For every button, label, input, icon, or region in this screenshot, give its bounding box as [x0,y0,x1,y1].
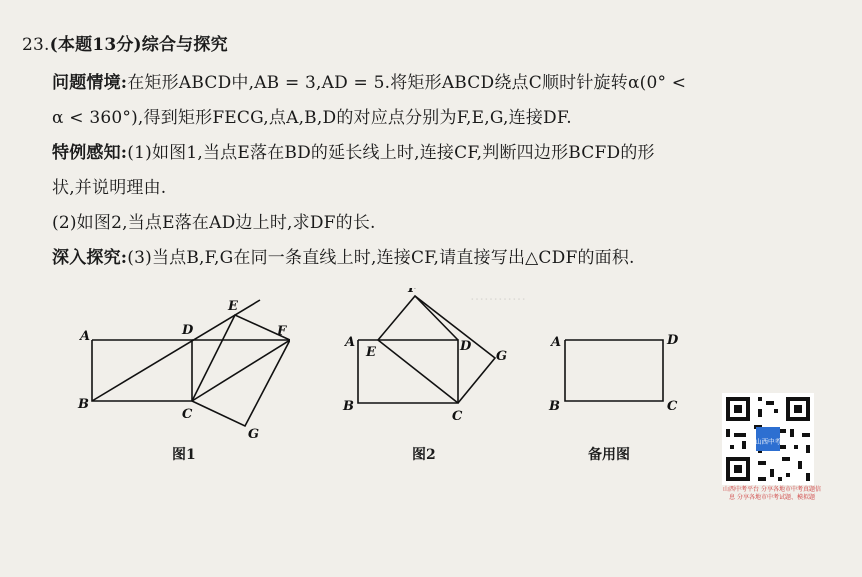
label-b: B [549,399,560,414]
label-c: C [182,407,193,422]
special-text-2: 状,并说明理由. [52,178,167,198]
label-b: B [78,397,89,412]
context-text-2: α < 360°),得到矩形FECG,点A,B,D的对应点分别为F,E,G,连接DF. [52,108,572,128]
figure-1-caption: 图1 [172,447,196,463]
figure-1-diagram [70,288,290,448]
label-f: F [408,288,418,296]
label-d: D [182,323,194,338]
deep-line [52,243,635,268]
label-g: G [248,427,260,442]
part-2-line [52,208,376,233]
label-g: G [496,349,508,364]
qr-code [722,393,814,485]
special-label: 特例感知: [52,143,128,163]
figure-backup-diagram [545,288,695,448]
bleed-through-text: ………… [470,288,526,304]
label-d: D [667,333,679,348]
problem-title: (本题13分)综合与探究 [49,35,228,55]
qr-code-icon [722,393,814,485]
label-c: C [452,409,463,424]
line-df [415,296,458,340]
figure-backup-caption: 备用图 [588,447,630,463]
label-a: A [551,335,562,350]
label-b: B [343,399,354,414]
label-a: A [345,335,356,350]
figure-2 [340,288,520,452]
special-line-1 [52,138,655,163]
label-e: E [366,345,376,360]
deep-text: (3)当点B,F,G在同一条直线上时,连接CF,请直接写出△CDF的面积. [127,248,635,268]
figure-2-diagram [340,288,520,448]
label-f: F [277,324,287,339]
special-line-2 [52,173,166,198]
part-2-text: (2)如图2,当点E落在AD边上时,求DF的长. [52,213,376,233]
problem-heading [22,30,228,55]
figure-backup [545,288,695,452]
context-label: 问题情境: [52,73,128,93]
rect-abcd [565,340,663,401]
figure-2-caption: 图2 [412,447,436,463]
label-e: E [228,299,238,314]
label-a: A [80,329,91,344]
qr-caption: 山西中考平台 分享各地市中考真题信息 分享各地市中考试题、模拟题 [723,486,821,501]
label-d: D [460,339,472,354]
qr-badge: 山西中考 [755,437,781,446]
context-line-1 [52,68,686,93]
deep-label: 深入探究: [52,248,128,268]
context-line-2 [52,103,572,128]
label-c: C [667,399,678,414]
problem-number: 23. [22,35,50,55]
rect-fecg [378,296,495,403]
special-text-1: (1)如图1,当点E落在BD的延长线上时,连接CF,判断四边形BCFD的形 [127,143,655,163]
figure-1 [70,288,290,452]
context-text-1: 在矩形ABCD中,AB = 3,AD = 5.将矩形ABCD绕点C顺时针旋转α(0° < [127,73,687,93]
